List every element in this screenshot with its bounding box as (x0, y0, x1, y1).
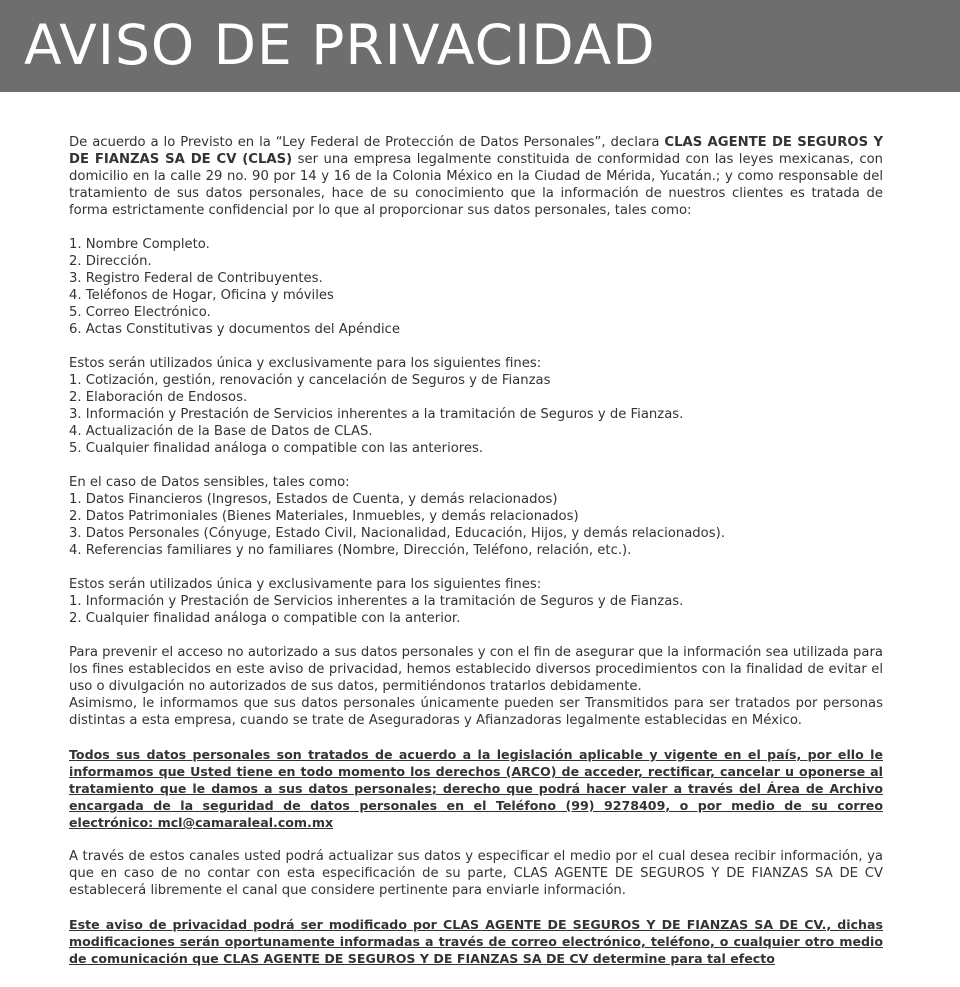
list-item: 1. Datos Financieros (Ingresos, Estados de Cuenta, y demás relacionados) (69, 492, 558, 507)
list-item: 1. Nombre Completo. (69, 237, 210, 252)
list-item: 3. Datos Personales (Cónyuge, Estado Civil, Nacionalidad, Educación, Hijos, y demás relacionados). (69, 526, 725, 541)
modification-notice: Este aviso de privacidad podrá ser modificado por CLAS AGENTE DE SEGUROS Y DE FIANZAS SA DE CV., dichas modificaciones serán oportunamente informadas a través de correo electrónico, teléfono, o cualquier otro medio de comunicación que CLAS AGENTE DE SEGUROS Y DE FIANZAS SA DE CV determine para tal efecto (69, 917, 883, 966)
transfer-paragraph: Asimismo, le informamos que sus datos personales únicamente pueden ser Transmitidos para ser tratados por personas distintas a esta empresa, cuando se trate de Aseguradoras y Afianzadoras legalmente establecidas en México. (69, 696, 883, 728)
purposes-heading: Estos serán utilizados única y exclusivamente para los siguientes fines: (69, 356, 542, 371)
list-item: 2. Datos Patrimoniales (Bienes Materiales, Inmuebles, y demás relacionados) (69, 509, 579, 524)
list-item: 3. Información y Prestación de Servicios inherentes a la tramitación de Seguros y de Fianzas. (69, 407, 684, 422)
list-item: 4. Referencias familiares y no familiares (Nombre, Dirección, Teléfono, relación, etc.). (69, 543, 632, 558)
intro-text-2: ser una empresa legalmente constituida de conformidad con las leyes mexicanas, con domicilio en la calle 29 no. 90 por 14 y 16 de la Colonia México en la Ciudad de Mérida, Yucatán.; y como responsable del tratamiento de sus datos personales, hace de su conocimiento que la información de nuestros clientes es tratada de forma estrictamente confidencial por lo que al proporcionar sus datos personales, tales como: (69, 152, 883, 218)
list-item: 4. Actualización de la Base de Datos de CLAS. (69, 424, 373, 439)
list-item: 6. Actas Constitutivas y documentos del Apéndice (69, 322, 401, 337)
sensitive-heading: En el caso de Datos sensibles, tales como: (69, 475, 350, 490)
sensitive-purposes-heading: Estos serán utilizados única y exclusivamente para los siguientes fines: (69, 577, 542, 592)
list-item: 3. Registro Federal de Contribuyentes. (69, 271, 323, 286)
personal-data-list (69, 236, 883, 338)
channels-paragraph: A través de estos canales usted podrá actualizar sus datos y especificar el medio por el cual desea recibir información, ya que en caso de no contar con esta especificación de su parte, CLAS AGENTE DE SEGUROS Y DE FIANZAS SA DE CV establecerá libremente el canal que considere pertinente para enviarle información. (69, 849, 883, 898)
list-item: 5. Correo Electrónico. (69, 305, 211, 320)
privacy-notice-body (69, 134, 883, 967)
page-title: AVISO DE PRIVACIDAD (24, 13, 656, 77)
list-item: 2. Dirección. (69, 254, 152, 269)
list-item: 4. Teléfonos de Hogar, Oficina y móviles (69, 288, 334, 303)
list-item: 2. Cualquier finalidad análoga o compatible con la anterior. (69, 611, 461, 626)
security-paragraph: Para prevenir el acceso no autorizado a sus datos personales y con el fin de asegurar que la información sea utilizada para los fines establecidos en este aviso de privacidad, hemos establecido diversos procedimientos con la finalidad de evitar el uso o divulgación no autorizados de sus datos, permitiéndonos tratarlos debidamente. (69, 645, 883, 694)
intro-paragraph (69, 134, 883, 219)
arco-rights-notice: Todos sus datos personales son tratados de acuerdo a la legislación aplicable y vigente en el país, por ello le informamos que Usted tiene en todo momento los derechos (ARCO) de acceder, rectificar, cancelar u oponerse al tratamiento que le damos a sus datos personales; derecho que podrá hacer valer a través del Área de Archivo encargada de la seguridad de datos personales en el Teléfono (99) 9278409, o por medio de su correo electrónico: mcl@camaraleal.com.mx (69, 747, 883, 830)
sensitive-purposes-list (69, 576, 883, 627)
list-item: 1. Cotización, gestión, renovación y cancelación de Seguros y de Fianzas (69, 373, 551, 388)
sensitive-data-list (69, 474, 883, 559)
list-item: 5. Cualquier finalidad análoga o compatible con las anteriores. (69, 441, 484, 456)
header-banner (0, 0, 960, 92)
list-item: 2. Elaboración de Endosos. (69, 390, 248, 405)
list-item: 1. Información y Prestación de Servicios inherentes a la tramitación de Seguros y de Fianzas. (69, 594, 684, 609)
intro-text-1: De acuerdo a lo Previsto en la “Ley Federal de Protección de Datos Personales”, declara (69, 135, 665, 150)
purposes-list (69, 355, 883, 457)
company-name: CLAS AGENTE DE SEGUROS Y DE FIANZAS SA DE CV (CLAS) (69, 135, 883, 167)
